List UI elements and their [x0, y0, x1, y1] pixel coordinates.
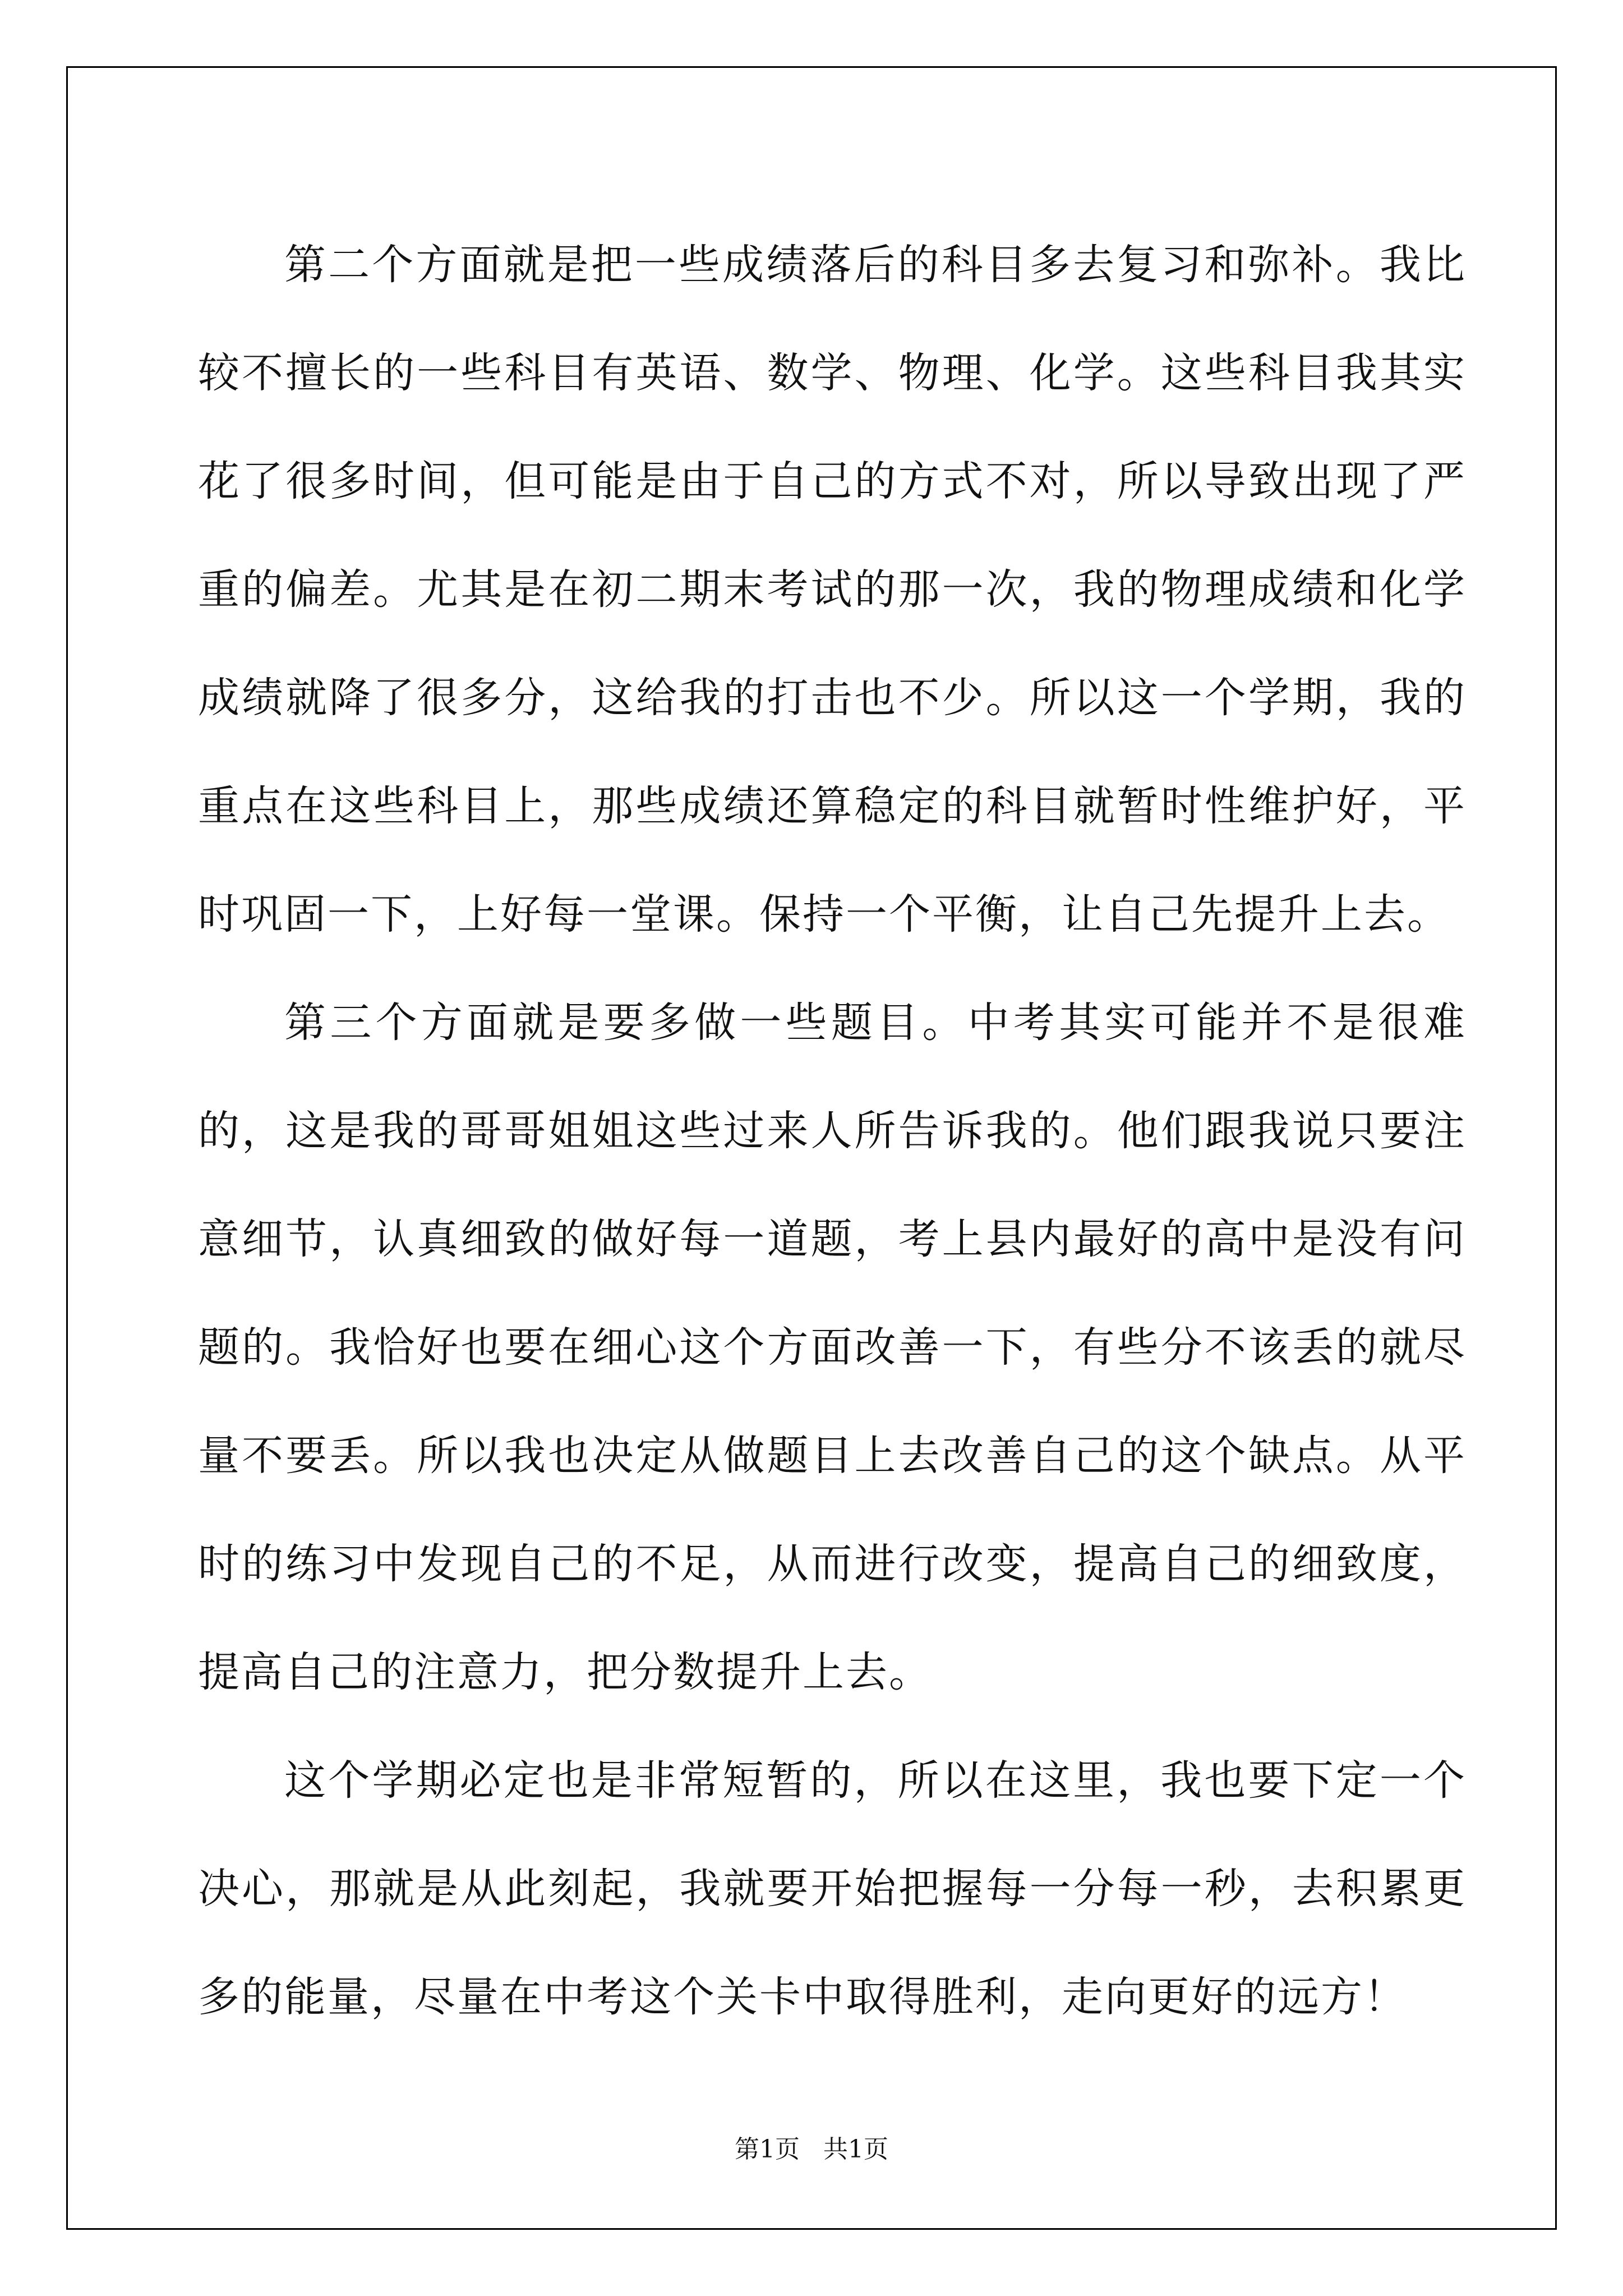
page-footer: 第1页 共1页 — [735, 2135, 888, 2164]
document-body — [198, 211, 1467, 2051]
paragraph-3: 这个学期必定也是非常短暂的，所以在这里，我也要下定一个决心，那就是从此刻起，我就要开始把握每一分每一秒，去积累更多的能量，尽量在中考这个关卡中取得胜利，走向更好的远方！ — [198, 1756, 1467, 2021]
paragraph-2: 第三个方面就是要多做一些题目。中考其实可能并不是很难的，这是我的哥哥姐姐这些过来人所告诉我的。他们跟我说只要注意细节，认真细致的做好每一道题，考上县内最好的高中是没有问题的。我恰好也要在细心这个方面改善一下，有些分不该丢的就尽量不要丢。所以我也决定从做题目上去改善自己的这个缺点。从平时的练习中发现自己的不足，从而进行改变，提高自己的细致度，提高自己的注意力，把分数提升上去。 — [198, 999, 1467, 1696]
paragraph-1: 第二个方面就是把一些成绩落后的科目多去复习和弥补。我比较不擅长的一些科目有英语、数学、物理、化学。这些科目我其实花了很多时间，但可能是由于自己的方式不对，所以导致出现了严重的偏差。尤其是在初二期末考试的那一次，我的物理成绩和化学成绩就降了很多分，这给我的打击也不少。所以这一个学期，我的重点在这些科目上，那些成绩还算稳定的科目就暂时性维护好，平时巩固一下，上好每一堂课。保持一个平衡，让自己先提升上去。 — [198, 241, 1467, 938]
